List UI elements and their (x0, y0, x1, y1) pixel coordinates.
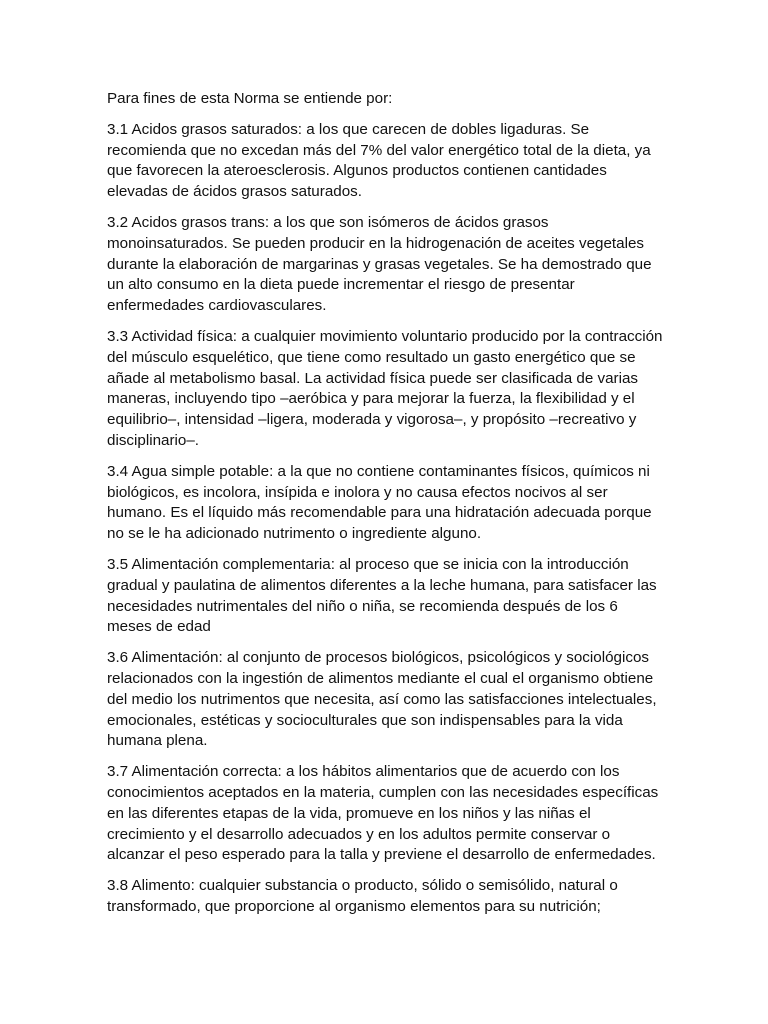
definition-paragraph-3-8: 3.8 Alimento: cualquier substancia o producto, sólido o semisólido, natural o transformado, que proporcione al organismo elementos para su nutrición; (107, 877, 618, 915)
definition-paragraph-3-2: 3.2 Acidos grasos trans: a los que son isómeros de ácidos grasos monoinsaturados. Se pueden producir en la hidrogenación de aceites vegetales durante la elaboración de margarinas y grasas vegetales. Se ha demostrado que un alto consumo en la dieta puede incrementar el riesgo de presentar enfermedades cardiovasculares. (107, 213, 652, 315)
definition-paragraph-3-7: 3.7 Alimentación correcta: a los hábitos alimentarios que de acuerdo con los conocimientos aceptados en la materia, cumplen con las necesidades específicas en las diferentes etapas de la vida, promueve en los niños y las niñas el crecimiento y el desarrollo adecuados y en los adultos permite conservar o alcanzar el peso esperado para la talla y previene el desarrollo de enfermedades. (107, 763, 659, 864)
definition-paragraph-3-5: 3.5 Alimentación complementaria: al proceso que se inicia con la introducción gradual y paulatina de alimentos diferentes a la leche humana, para satisfacer las necesidades nutrimentales del niño o niña, se recomienda después de los 6 meses de edad (107, 555, 657, 636)
document-page (107, 89, 663, 918)
definition-paragraph-3-4: 3.4 Agua simple potable: a la que no contiene contaminantes físicos, químicos ni biológicos, es incolora, insípida e inolora y no causa efectos nocivos al ser humano. Es el líquido más recomendable para una hidratación adecuada porque no se le ha adicionado nutrimento o ingrediente alguno. (107, 462, 652, 543)
definition-paragraph-3-6: 3.6 Alimentación: al conjunto de procesos biológicos, psicológicos y sociológicos relacionados con la ingestión de alimentos mediante el cual el organismo obtiene del medio los nutrimentos que necesita, así como las satisfacciones intelectuales, emocionales, estéticas y socioculturales que son indispensables para la vida humana plena. (107, 649, 657, 750)
intro-text: Para fines de esta Norma se entiende por: (107, 90, 393, 107)
definition-paragraph-3-3: 3.3 Actividad física: a cualquier movimiento voluntario producido por la contracción del músculo esquelético, que tiene como resultado un gasto energético que se añade al metabolismo basal. La actividad física puede ser clasificada de varias maneras, incluyendo tipo –aeróbica y para mejorar la fuerza, la flexibilidad y el equilibrio–, intensidad –ligera, moderada y vigorosa–, y propósito –recreativo y disciplinario–. (107, 327, 663, 449)
definition-paragraph-3-1: 3.1 Acidos grasos saturados: a los que carecen de dobles ligaduras. Se recomienda que no excedan más del 7% del valor energético total de la dieta, ya que favorecen la ateroesclerosis. Algunos productos contienen cantidades elevadas de ácidos grasos saturados. (107, 120, 651, 201)
